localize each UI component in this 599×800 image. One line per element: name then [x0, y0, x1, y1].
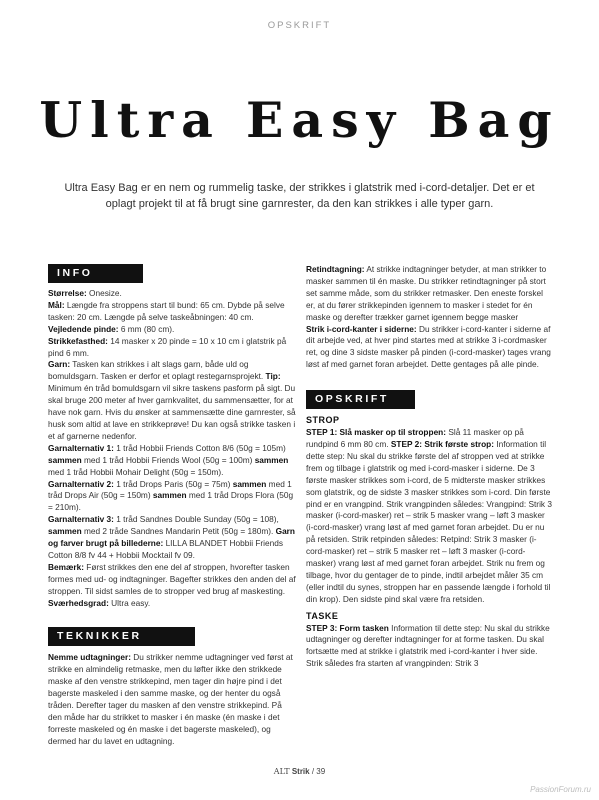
section-eyebrow: OPSKRIFT: [267, 20, 332, 31]
bag-step-3: STEP 3: Form tasken Information til dette step: Nu skal du strikke udtagninger og derefter indtagninger for at forme tasken. Du skal fortsætte med at strikke i glatstrik med i-cord-kanter i hver side. Strik således fra starten af vrangpinden: Strik 3: [306, 622, 550, 669]
info-gauge: Strikkefasthed: 14 masker x 20 pinde = 10 x 10 cm i glatstrik på pind 6 mm.: [48, 335, 287, 358]
magazine-brand: ALT: [273, 767, 290, 776]
info-yarn-alt-3: Garnalternativ 3: 1 tråd Sandnes Double Sunday (50g = 108), sammen med 2 tråde Sandnes Mandarin Petit (50g = 180m). Garn og farver brugt på billederne: LILLA BLANDET Hobbii Friends Cotton 8/8 fv 44 + Hobbii Mocktail fv 09.: [48, 514, 295, 560]
intro-paragraph: Ultra Easy Bag er en nem og rummelig taske, der strikkes i glatstrik med i-cord-detaljer. Det er et oplagt projekt til at få brugt sine garnrester, da den kan strikkes i alle typer garn.: [64, 182, 535, 210]
strap-heading: STROP: [306, 415, 340, 426]
strap-steps: STEP 1: Slå masker op til stroppen: Slå 11 masker op på rundpind 6 mm 80 cm. STEP 2: Strik første strop: Information til dette step: Nu skal du strikke første del af stroppen ved at strikke frem og tilbage i glatstrik og med i-cord-masker i siderne. De 3 første masker strikkes som i-cord, de 5 midterste masker strikkes som glatstrik, og de sidste 3 masker strikkes som i-cord. Din første pind er en vrangpind. Strik vrangpinden således: Vrangpind: Strik 3 masker (i-cord-masker) ret – strik 5 masker vrang – løft 3 masker (i-cord-masker) vrang løst af med garnet foran arbejdet. Du er nu på retsiden. Strik retpinden således: Retpind: Strik 3 masker (i-cord-masker) ret – strik 5 masker ret – løft 3 masker (i-cord-masker) vrang løst af med garnet foran arbejdet. Strik nu frem og tilbage, hvor du gentager de to pinde, indtil arbejdet måler 35 cm (eller indtil du synes, stroppen har en passende længde i forhold til din krop). Den sidste pind skal være fra retsiden.: [306, 427, 552, 604]
info-heading: INFO: [48, 264, 143, 283]
info-needles: Vejledende pinde: 6 mm (80 cm).: [48, 323, 175, 334]
page-number: / 39: [311, 767, 326, 776]
info-measurements: Mål: Længde fra stroppens start til bund: 65 cm. Dybde på selve tasken: 20 cm. Længde på selve taskeåbningen: 40 cm.: [48, 299, 285, 322]
info-yarn: Garn: Tasken kan strikkes i alt slags garn, både uld og bomuldsgarn. Tasken er derfor et oplagt restegarnsprojekt. Tip: Minimum én tråd bomuldsgarn vil sikre taskens pasform på sigt. Du skal bruge 200 meter af hver garnkvalitet, du sammensætter, for at have nok garn. Hvis du ønsker at sammensætte dine garnrester, så husk som altid at lave en strikkeprøve! Du kan også strikke tasken i et af garnerne nedenfor.: [48, 359, 296, 441]
site-watermark: PassionForum.ru: [530, 785, 591, 794]
technique-increases: Nemme udtagninger: Du strikker nemme udtagninger ved først at strikke en almindelig retmaske, men du løfter ikke den strikkede maske af den venstre strikkepind, men tager din højre pind i det bagerste maskeled i den samme maske, og der henter du også tråden. Derefter tager du masken af den venstre strikkepind. På den måde har du strikket to masker i én maske (én maske i det forreste maskeled og én maske i det bagerste maskeled), og dermed har du lavet en udtagning.: [48, 652, 293, 746]
technique-icord: Strik i-cord-kanter i siderne: Du strikker i-cord-kanter i siderne af dit arbejde ved, at hver pind startes med at strikke 3 i-cordmasker ret, og dine 3 sidste masker på pinden (i-cord-masker) tages vrang løst af med garnet foran arbejdet. Dette gentages på alle pinde.: [306, 323, 551, 370]
left-column: [48, 264, 296, 748]
info-note: Bemærk: Først strikkes den ene del af stroppen, hvorefter tasken formes med ud- og indtagninger. Bagefter strikkes den anden del af stroppen. Til sidst samles de to stropper ved brug af maskesting.: [48, 561, 296, 596]
info-difficulty: Sværhedsgrad: Ultra easy.: [48, 597, 151, 608]
pattern-heading: OPSKRIFT: [306, 390, 415, 409]
bag-heading: TASKE: [306, 610, 339, 621]
page-title: Ultra Easy Bag: [39, 91, 560, 149]
techniques-heading: TEKNIKKER: [48, 627, 195, 646]
info-yarn-alt-2: Garnalternativ 2: 1 tråd Drops Paris (50g = 75m) sammen med 1 tråd Drops Air (50g = 150m) sammen med 1 tråd Drops Flora (50g = 210m).: [48, 478, 294, 513]
magazine-brand-strik: Strik: [291, 767, 310, 776]
technique-decrease: Retindtagning: At strikke indtagninger betyder, at man strikker to masker sammen til én maske. Du strikker retindtagninger på stort set samme måde, som du strikker retmasker. Den eneste forskel er, at du fører strikkepinden igennem to masker i stedet for én maske og derefter trækker garnet igennem begge masker: [306, 264, 547, 322]
info-size: Størrelse: Onesize.: [48, 288, 122, 298]
page-footer: [0, 767, 599, 776]
right-column: [306, 264, 552, 670]
info-yarn-alt-1: Garnalternativ 1: 1 tråd Hobbii Friends Cotton 8/6 (50g = 105m) sammen med 1 tråd Hobbii Friends Wool (50g = 100m) sammen med 1 tråd Hobbii Mohair Delight (50g = 150m).: [48, 442, 289, 477]
